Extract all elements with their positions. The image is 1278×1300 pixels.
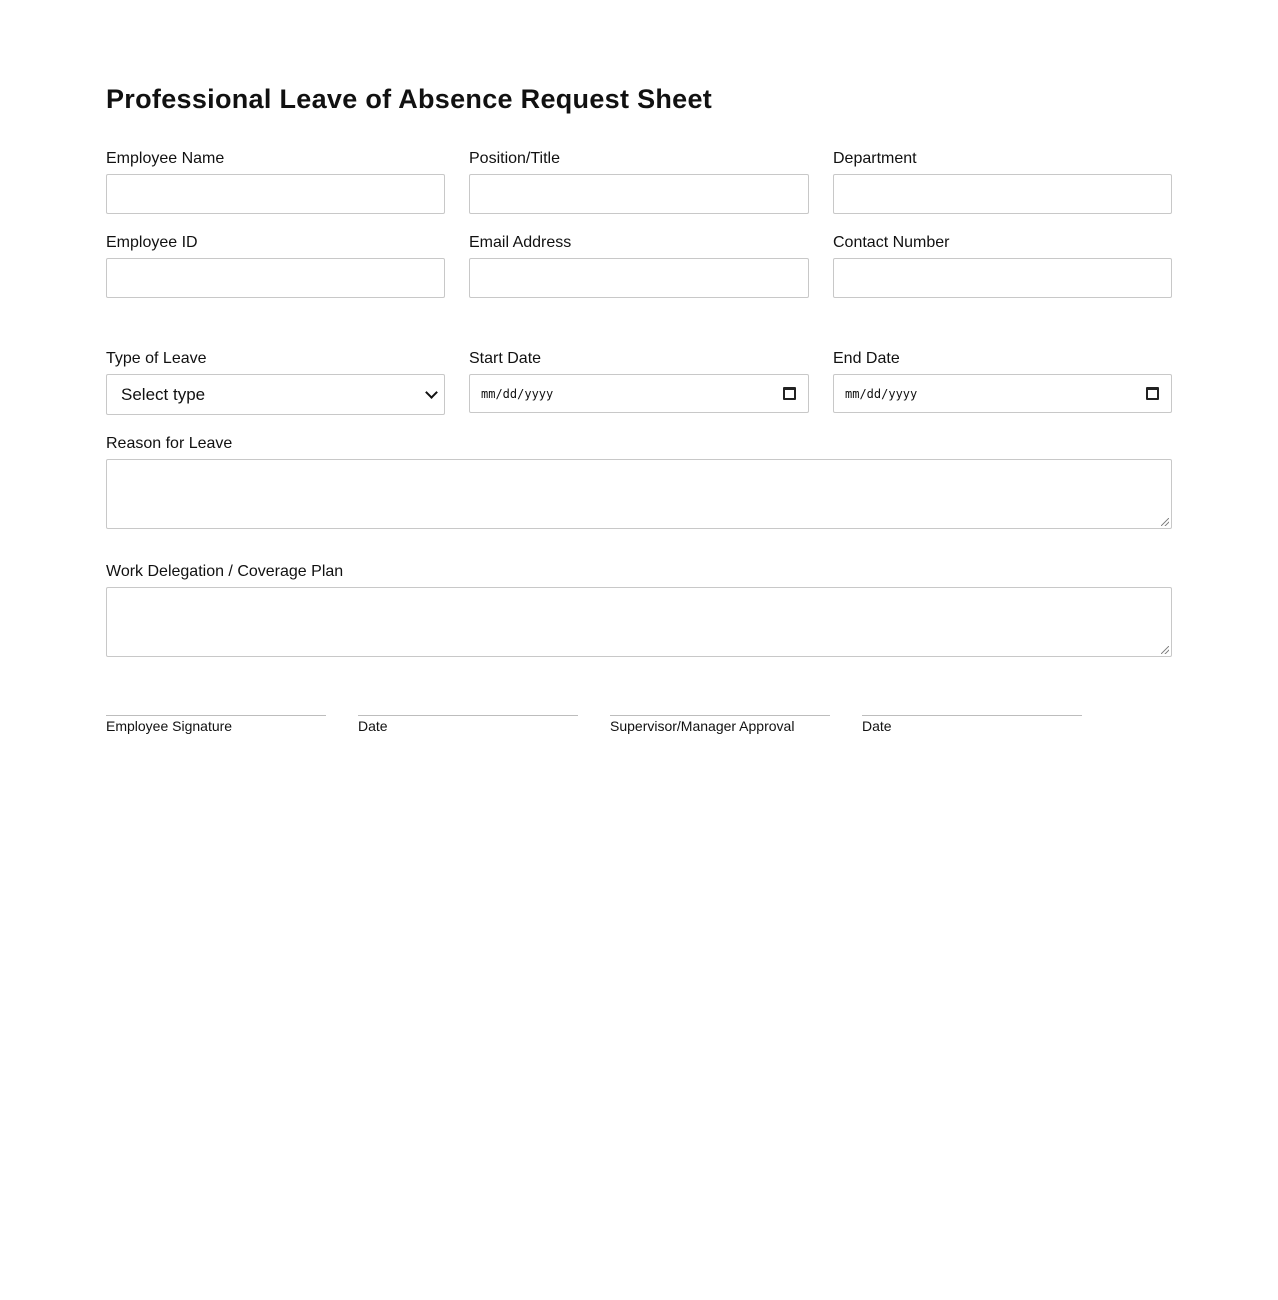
- type-of-leave-select[interactable]: [106, 374, 445, 415]
- email-address-input[interactable]: [469, 258, 809, 298]
- employee-id-group: [106, 234, 445, 252]
- employee-name-label: Employee Name: [106, 150, 225, 167]
- supervisor-date-line[interactable]: [862, 715, 1082, 734]
- type-of-leave-group: [106, 350, 445, 404]
- start-date-group: [469, 350, 809, 401]
- end-date-input[interactable]: [833, 374, 1172, 413]
- department-input[interactable]: [833, 174, 1172, 214]
- work-delegation-label: Work Delegation / Coverage Plan: [106, 563, 344, 580]
- employee-date-line[interactable]: [358, 715, 578, 734]
- page-title: Professional Leave of Absence Request Sheet: [106, 84, 713, 114]
- employee-name-input[interactable]: [106, 174, 445, 214]
- resize-handle-icon[interactable]: [1161, 646, 1169, 654]
- employee-date-label: Date: [358, 718, 388, 734]
- reason-for-leave-group: [106, 435, 1172, 453]
- end-date-label: End Date: [833, 350, 900, 367]
- position-title-input[interactable]: [469, 174, 809, 214]
- employee-signature-line[interactable]: [106, 715, 326, 734]
- start-date-label: Start Date: [469, 350, 542, 367]
- department-group: [833, 150, 1172, 168]
- work-delegation-textarea[interactable]: [106, 587, 1172, 657]
- resize-handle-icon[interactable]: [1161, 518, 1169, 526]
- position-title-label: Position/Title: [469, 150, 560, 167]
- supervisor-date-label: Date: [862, 718, 892, 734]
- end-date-group: [833, 350, 1172, 401]
- contact-number-group: [833, 234, 1172, 252]
- start-date-input[interactable]: [469, 374, 809, 413]
- employee-id-label: Employee ID: [106, 234, 198, 251]
- type-of-leave-selected: Select type: [121, 384, 206, 404]
- supervisor-approval-line[interactable]: [610, 715, 830, 734]
- work-delegation-group: [106, 563, 1172, 581]
- employee-id-input[interactable]: [106, 258, 445, 298]
- employee-signature-label: Employee Signature: [106, 718, 233, 734]
- email-address-group: [469, 234, 809, 252]
- calendar-icon[interactable]: [1146, 387, 1159, 400]
- reason-for-leave-textarea[interactable]: [106, 459, 1172, 529]
- employee-name-group: [106, 150, 445, 168]
- end-date-placeholder: mm/dd/yyyy: [845, 386, 918, 401]
- contact-number-label: Contact Number: [833, 234, 950, 251]
- department-label: Department: [833, 150, 917, 167]
- email-address-label: Email Address: [469, 234, 572, 251]
- contact-number-input[interactable]: [833, 258, 1172, 298]
- reason-for-leave-label: Reason for Leave: [106, 435, 233, 452]
- start-date-placeholder: mm/dd/yyyy: [481, 386, 554, 401]
- position-title-group: [469, 150, 809, 168]
- type-of-leave-label: Type of Leave: [106, 350, 207, 367]
- calendar-icon[interactable]: [783, 387, 796, 400]
- supervisor-approval-label: Supervisor/Manager Approval: [610, 718, 795, 734]
- chevron-down-icon: [425, 386, 438, 399]
